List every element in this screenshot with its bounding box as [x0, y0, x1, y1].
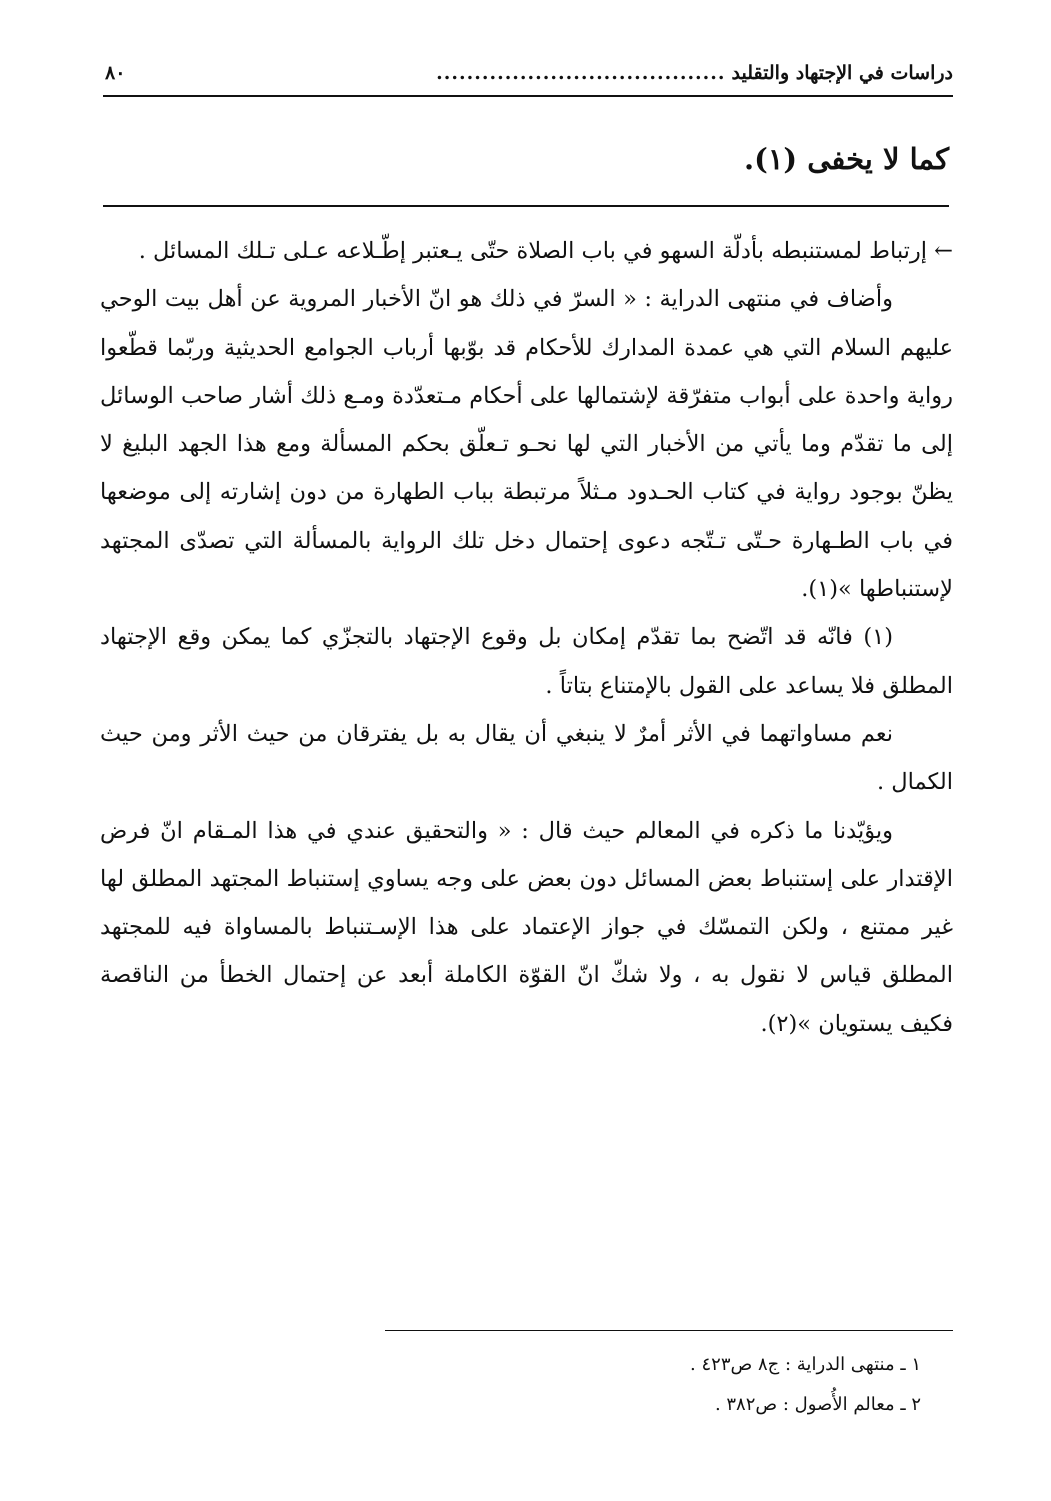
header-leader-dots: ......................................: [436, 62, 726, 84]
paragraph: (١) فانّه قد اتّضح بما تقدّم إمكان بل وقوع الإجتهاد بالتجزّي كما يمكن وقع الإجتهاد المطلق فلا يساعد على القول بالإمتناع بتاتاً .: [100, 624, 953, 699]
page-number: ٨٠: [105, 62, 126, 84]
paragraph: نعم مساواتهما في الأثر أمرٌ لا ينبغي أن يقال به بل يفترقان من حيث الأثر ومن حيث الكمال .: [100, 720, 953, 796]
paragraph: ← إرتباط لمستنبطه بأدلّة السهو في باب الصلاة حتّى يـعتبر إطّـلاعه عـلى تـلك المسائل .: [138, 238, 953, 264]
paragraph: وأضاف في منتهى الدراية : « السرّ في ذلك هو انّ الأخبار المروية عن أهل بيت الوحي عليهم السلام التي هي عمدة المدارك للأحكام قد بوّبها أرباب الجوامع الحديثية وربّما قطّعوا رواية واحدة على أبواب متفرّقة لإشتمالها على أحكام مـتعدّدة ومـع ذلك أشار صاحب الوسائل إلى ما تقدّم وما يأتي من الأخبار التي لها نحـو تـعلّق بحكم المسألة ومع هذا الجهد البليغ لا يظنّ بوجود رواية في كتاب الحـدود مـثلاً مرتبطة بباب الطهارة من دون إشارته إلى موضعها في باب الطـهارة حـتّى تـتّجه دعوى إحتمال دخل تلك الرواية بالمسألة التي تصدّى المجتهد لإستنباطها »(١).: [100, 286, 953, 603]
footnote: ١ ـ منتهى الدراية : ج٨ ص٤٢٣ .: [690, 1354, 921, 1375]
header-divider: [103, 95, 953, 97]
paragraph: ويؤيّدنا ما ذكره في المعالم حيث قال : « والتحقيق عندي في هذا المـقام انّ فرض الإقتدار على إستنباط بعض المسائل دون بعض على وجه يساوي إستنباط المجتهد المطلق لها غير ممتنع ، ولكن التمسّك في جواز الإعتماد على هذا الإسـتنباط بالمساواة فيه للمجتهد المطلق قياس لا نقول به ، ولا شكّ انّ القوّة الكاملة أبعد عن إحتمال الخطأ من الناقصة فكيف يستويان »(٢).: [100, 817, 953, 1037]
body-text: [100, 227, 953, 1048]
section-divider: [103, 205, 949, 207]
running-header: [103, 62, 953, 84]
footnotes: [385, 1345, 921, 1425]
footnote-divider: [385, 1330, 953, 1331]
continuation-line: كما لا يخفى (١).: [744, 142, 949, 176]
header-title: دراسات في الإجتهاد والتقليد: [731, 62, 953, 84]
footnote: ٢ ـ معالم الأُصول : ص٣٨٢ .: [714, 1394, 921, 1415]
